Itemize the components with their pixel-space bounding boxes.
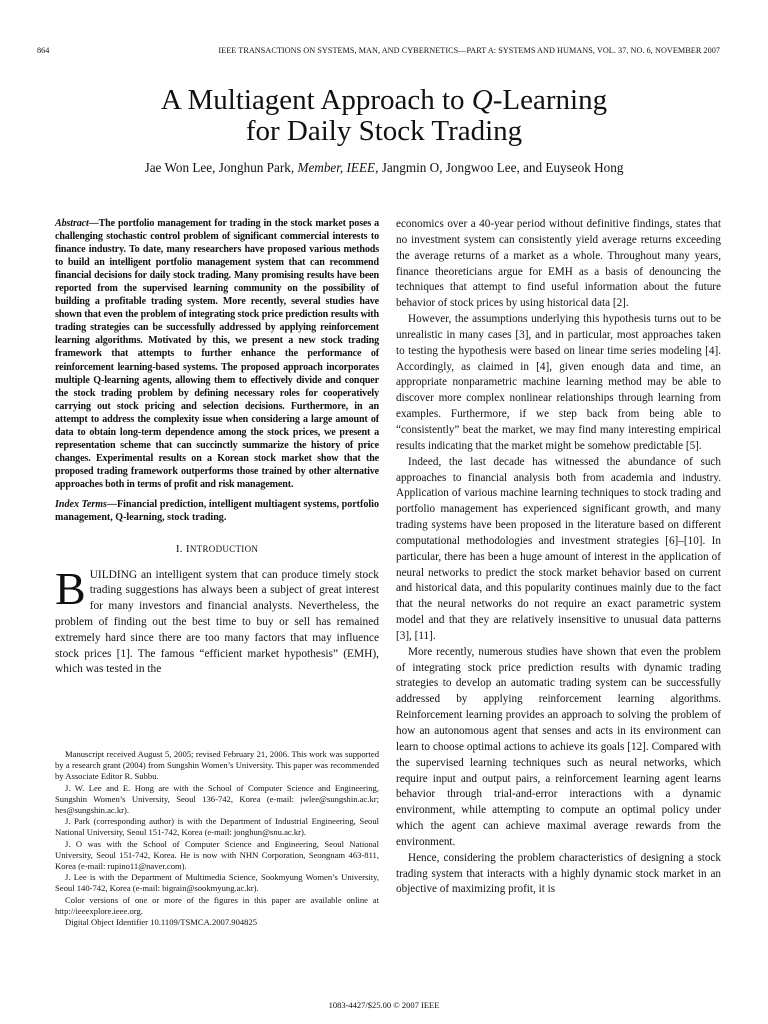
section-title-big: I bbox=[185, 542, 190, 555]
intro-first-word: UILDING bbox=[89, 568, 138, 581]
paper-title bbox=[40, 85, 728, 147]
footnote: Digital Object Identifier 10.1109/TSMCA.2007.904825 bbox=[65, 917, 258, 928]
intro-paragraph bbox=[55, 562, 379, 679]
index-terms-text: —Financial prediction, intelligent multiagent systems, portfolio management, Q-learning, stock trading. bbox=[55, 498, 379, 523]
index-terms bbox=[55, 498, 379, 524]
footnote: J. O was with the School of Computer Science and Engineering, Seoul National University, Seoul 151-742, Korea. He is now with NHN Corporation, Seongnam 463-811, Korea (e-mail: rupino11@naver.com). bbox=[55, 838, 379, 872]
running-header bbox=[37, 46, 720, 60]
copyright-footer: 1083-4427/$25.00 © 2007 IEEE bbox=[328, 1000, 440, 1010]
drop-cap: B bbox=[55, 562, 86, 614]
footnote: J. Park (corresponding author) is with the Department of Industrial Engineering, Seoul National University, Seoul 151-742, Korea (e-mail: jonghun@snu.ac.kr). bbox=[55, 816, 379, 838]
intro-text: an intelligent system that can produce timely stock trading suggestions has always been a subject of great interest for many investors and financial analysts. Nevertheless, the problem of finding out the best time to buy or sell has remained extremely hard since there are too many factors that may influence stock prices [1]. The famous “efficient market hypothesis” (EMH), which was tested in the bbox=[55, 568, 379, 676]
abstract-label: Abstract bbox=[55, 218, 89, 229]
footnote: Color versions of one or more of the figures in this paper are available online at http://ieeexplore.ieee.org. bbox=[55, 894, 379, 916]
body-paragraph: However, the assumptions underlying this hypothesis turns out to be unrealistic in many cases [3], and in particular, most approaches taken to testing the hypothesis were based on linear time series modeling [4]. Accordingly, as claimed in [4], given enough data and time, an appropriate nonparametric machine learning method may be able to discover more complex nonlinear relationships through learning from examples. Furthermore, if we step back from being able to “consistently” beat the market, we may find many interesting empirical results indicating that the market might be somehow predictable [5]. bbox=[396, 313, 721, 452]
member-ieee: Member, IEEE bbox=[297, 160, 376, 175]
title-line2: for Daily Stock Trading bbox=[245, 115, 523, 147]
section-heading bbox=[55, 542, 379, 558]
footnote: J. W. Lee and E. Hong are with the School of Computer Science and Engineering, Sungshin Women’s University, Seoul 136-742, Korea (e-mail: jwlee@sungshin.ac.kr; hes@sungshin.ac.kr). bbox=[55, 782, 379, 816]
abstract-text: —The portfolio management for trading in the stock market poses a challenging stochastic control problem of significant commercial interests to finance industry. To date, many researchers have proposed various methods to build an intelligent portfolio management system that can recommend financial decisions for daily stock trading. Many promising results have been reported from the supervised learning community on the possibility of building a profitable trading system. More recently, several studies have shown that even the problem of integrating stock price prediction results with trading strategies can be successfully addressed by applying reinforcement learning algorithms. Motivated by this, we present a new stock trading framework that attempts to further enhance the performance of reinforcement learning-based systems. The proposed approach incorporates multiple Q-learning agents, allowing them to effectively divide and conquer the stock trading problem by defining necessary roles for cooperatively carrying out stock pricing and selection decisions. Furthermore, in an attempt to address the complexity issue when considering a large amount of data to obtain long-term dependence among the stock prices, we present a representation scheme that can succinctly summarize the history of price changes. Experimental results on a Korean stock market show that the proposed trading framework outperforms those trained by other alternative approaches both in terms of profit and risk management. bbox=[55, 218, 379, 490]
author-list bbox=[40, 160, 728, 176]
section-number: I. bbox=[175, 542, 186, 555]
body-paragraph: Hence, considering the problem characteristics of designing a stock trading system that interacts with a highly dynamic stock market in an objective of maximizing profit, it is bbox=[396, 851, 721, 896]
index-terms-label: Index Terms bbox=[55, 498, 107, 510]
footnote: J. Lee is with the Department of Multimedia Science, Sookmyung Women’s University, Seoul 140-742, Korea (e-mail: bigrain@sookmyung.ac.kr). bbox=[55, 872, 379, 894]
title-q: Q bbox=[471, 84, 493, 116]
title-line1-post: -Learning bbox=[492, 84, 608, 116]
abstract bbox=[55, 217, 379, 491]
left-column bbox=[55, 217, 379, 678]
page-number: 864 bbox=[37, 46, 50, 55]
body-paragraph: More recently, numerous studies have shown that even the problem of integrating stock price prediction results with dynamic trading strategies to develop an automatic trading system can be successfully addressed by applying reinforcement learning algorithms. Reinforcement learning provides an approach to solving the problem of how an autonomous agent that senses and acts in its environment can learn to choose optimal actions to achieve its goals [12]. Compared with the supervised learning techniques such as neural networks, which require input and output pairs, a reinforcement learning agent learns behavior through trial-and-error interactions with a dynamic environment, while attempting to compute an optimal policy under which the agent can achieve maximal average rewards from the environment. bbox=[396, 645, 721, 848]
section-title-rest: NTRODUCTION bbox=[189, 543, 259, 554]
footnotes bbox=[55, 749, 379, 928]
title-line1-pre: A Multiagent Approach to bbox=[160, 84, 472, 116]
body-paragraph: Indeed, the last decade has witnessed the abundance of such approaches to financial analysis both from academia and industry. Application of various machine learning techniques to stock trading and portfolio management has experienced significant growth, and many trading systems have been proposed in the literature based on different computational methodologies and investment strategies [6]–[10]. In particular, there has been a huge amount of interest in the application of neural networks to predict the stock market behavior based on current and historical data, and this popularity continues mainly due to the fact that the neural networks do not require an exact parametric system model and that they are relatively insensitive to unusual data patterns [3], [11]. bbox=[396, 455, 721, 642]
footnote: Manuscript received August 5, 2005; revised February 21, 2006. This work was supported by a research grant (2004) from Sungshin Women’s University. This paper was recommended by Associate Editor R. Subbu. bbox=[55, 749, 379, 782]
running-title: IEEE TRANSACTIONS ON SYSTEMS, MAN, AND CYBERNETICS—PART A: SYSTEMS AND HUMANS, VOL. 37, NO. 6, NOVEMBER 2007 bbox=[218, 46, 720, 55]
right-column bbox=[396, 217, 721, 898]
authors-b: , Jangmin O, Jongwoo Lee, and Euyseok Hong bbox=[375, 160, 624, 175]
body-paragraph: economics over a 40-year period without definitive findings, states that no investment system can consistently yield average returns exceeding the average returns of a market as a whole. Throughout many years, finance theoreticians argue for EMH as a basis of denouncing the techniques that attempt to find useful information about the future behavior of stock prices by using historical data [2]. bbox=[396, 218, 721, 310]
authors-a: Jae Won Lee, Jonghun Park, bbox=[144, 160, 298, 175]
